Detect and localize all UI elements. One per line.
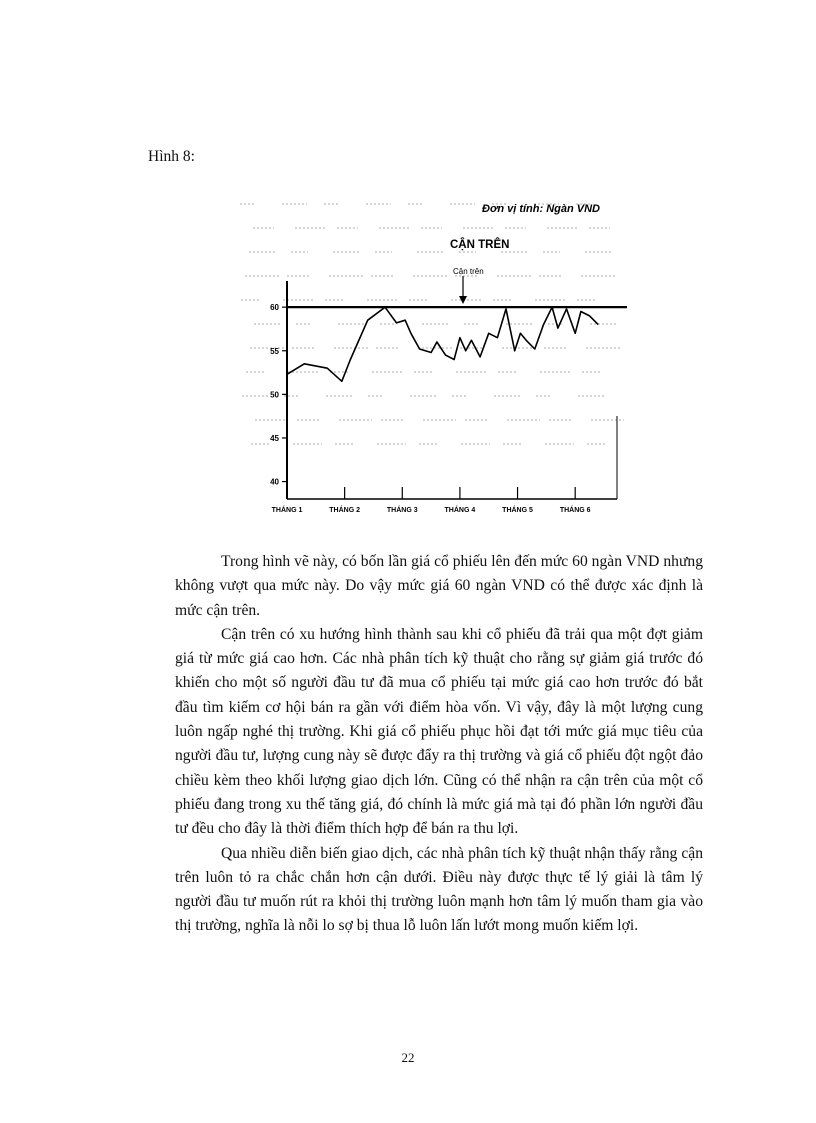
price-series-line [287, 307, 598, 381]
figure-caption: Hình 8: [148, 148, 195, 165]
resistance-label: CẬN TRÊN [450, 239, 510, 251]
unit-label: Đơn vị tính: Ngàn VND [482, 203, 600, 215]
x-tick-label: THÁNG 2 [329, 507, 361, 514]
paragraph-2: Cận trên có xu hướng hình thành sau khi cổ phiếu đã trải qua một đợt giảm giá từ mức giá cao hơn. Các nhà phân tích kỹ thuật cho rằng sự giảm giá trước đó khiến cho một số người đầu tư đã mua cổ phiếu tại mức giá cao hơn trước đó bắt đầu tìm kiếm cơ hội bán ra gần với điểm hòa vốn. Vì vậy, đây là một lượng cung luôn ngấp nghé thị trường. Khi giá cổ phiếu phục hồi đạt tới mức giá mục tiêu của người đầu tư, lượng cung này sẽ được đẩy ra thị trường và giá cổ phiếu đột ngột đảo chiều kèm theo khối lượng giao dịch lớn. Cũng có thể nhận ra cận trên của một cổ phiếu đang trong xu thế tăng giá, đó chính là mức giá mà tại đó phần lớn người đầu tư đều cho đây là thời điểm thích hợp để bán ra thu lợi. [175, 625, 703, 838]
y-tick-label: 45 [270, 433, 279, 443]
y-tick-label: 50 [270, 390, 279, 400]
paragraph-1: Trong hình vẽ này, có bốn lần giá cổ phiếu lên đến mức 60 ngàn VND nhưng không vượt qua mức này. Do vậy mức giá 60 ngàn VND có thể được xác định là mức cận trên. [175, 553, 703, 619]
price-chart [232, 186, 632, 526]
y-ticks [270, 303, 287, 486]
x-tick-label: THÁNG 1 [271, 507, 303, 514]
y-tick-label: 40 [270, 477, 279, 487]
x-tick-label: THÁNG 4 [444, 507, 476, 514]
y-tick-label: 60 [270, 303, 279, 313]
x-tick-label: THÁNG 5 [502, 507, 533, 514]
x-tick-label: THÁNG 3 [386, 507, 418, 514]
x-ticks [272, 487, 591, 514]
body-text [175, 550, 703, 939]
page-number: 22 [401, 1050, 415, 1065]
y-tick-label: 55 [270, 346, 279, 356]
paragraph-3: Qua nhiều diễn biến giao dịch, các nhà phân tích kỹ thuật nhận thấy rằng cận trên luôn tỏ ra chắc chắn hơn cận dưới. Điều này được thực tế lý giải là tâm lý người đầu tư muốn rút ra khỏi thị trường luôn mạnh hơn tâm lý muốn tham gia vào thị trường, nghĩa là nỗi lo sợ bị thua lỗ luôn lấn lướt mong muốn kiếm lợi. [175, 844, 703, 935]
x-tick-label: THÁNG 6 [559, 507, 591, 514]
background-noise [240, 204, 624, 444]
arrow-label: Cận trên [453, 267, 484, 276]
